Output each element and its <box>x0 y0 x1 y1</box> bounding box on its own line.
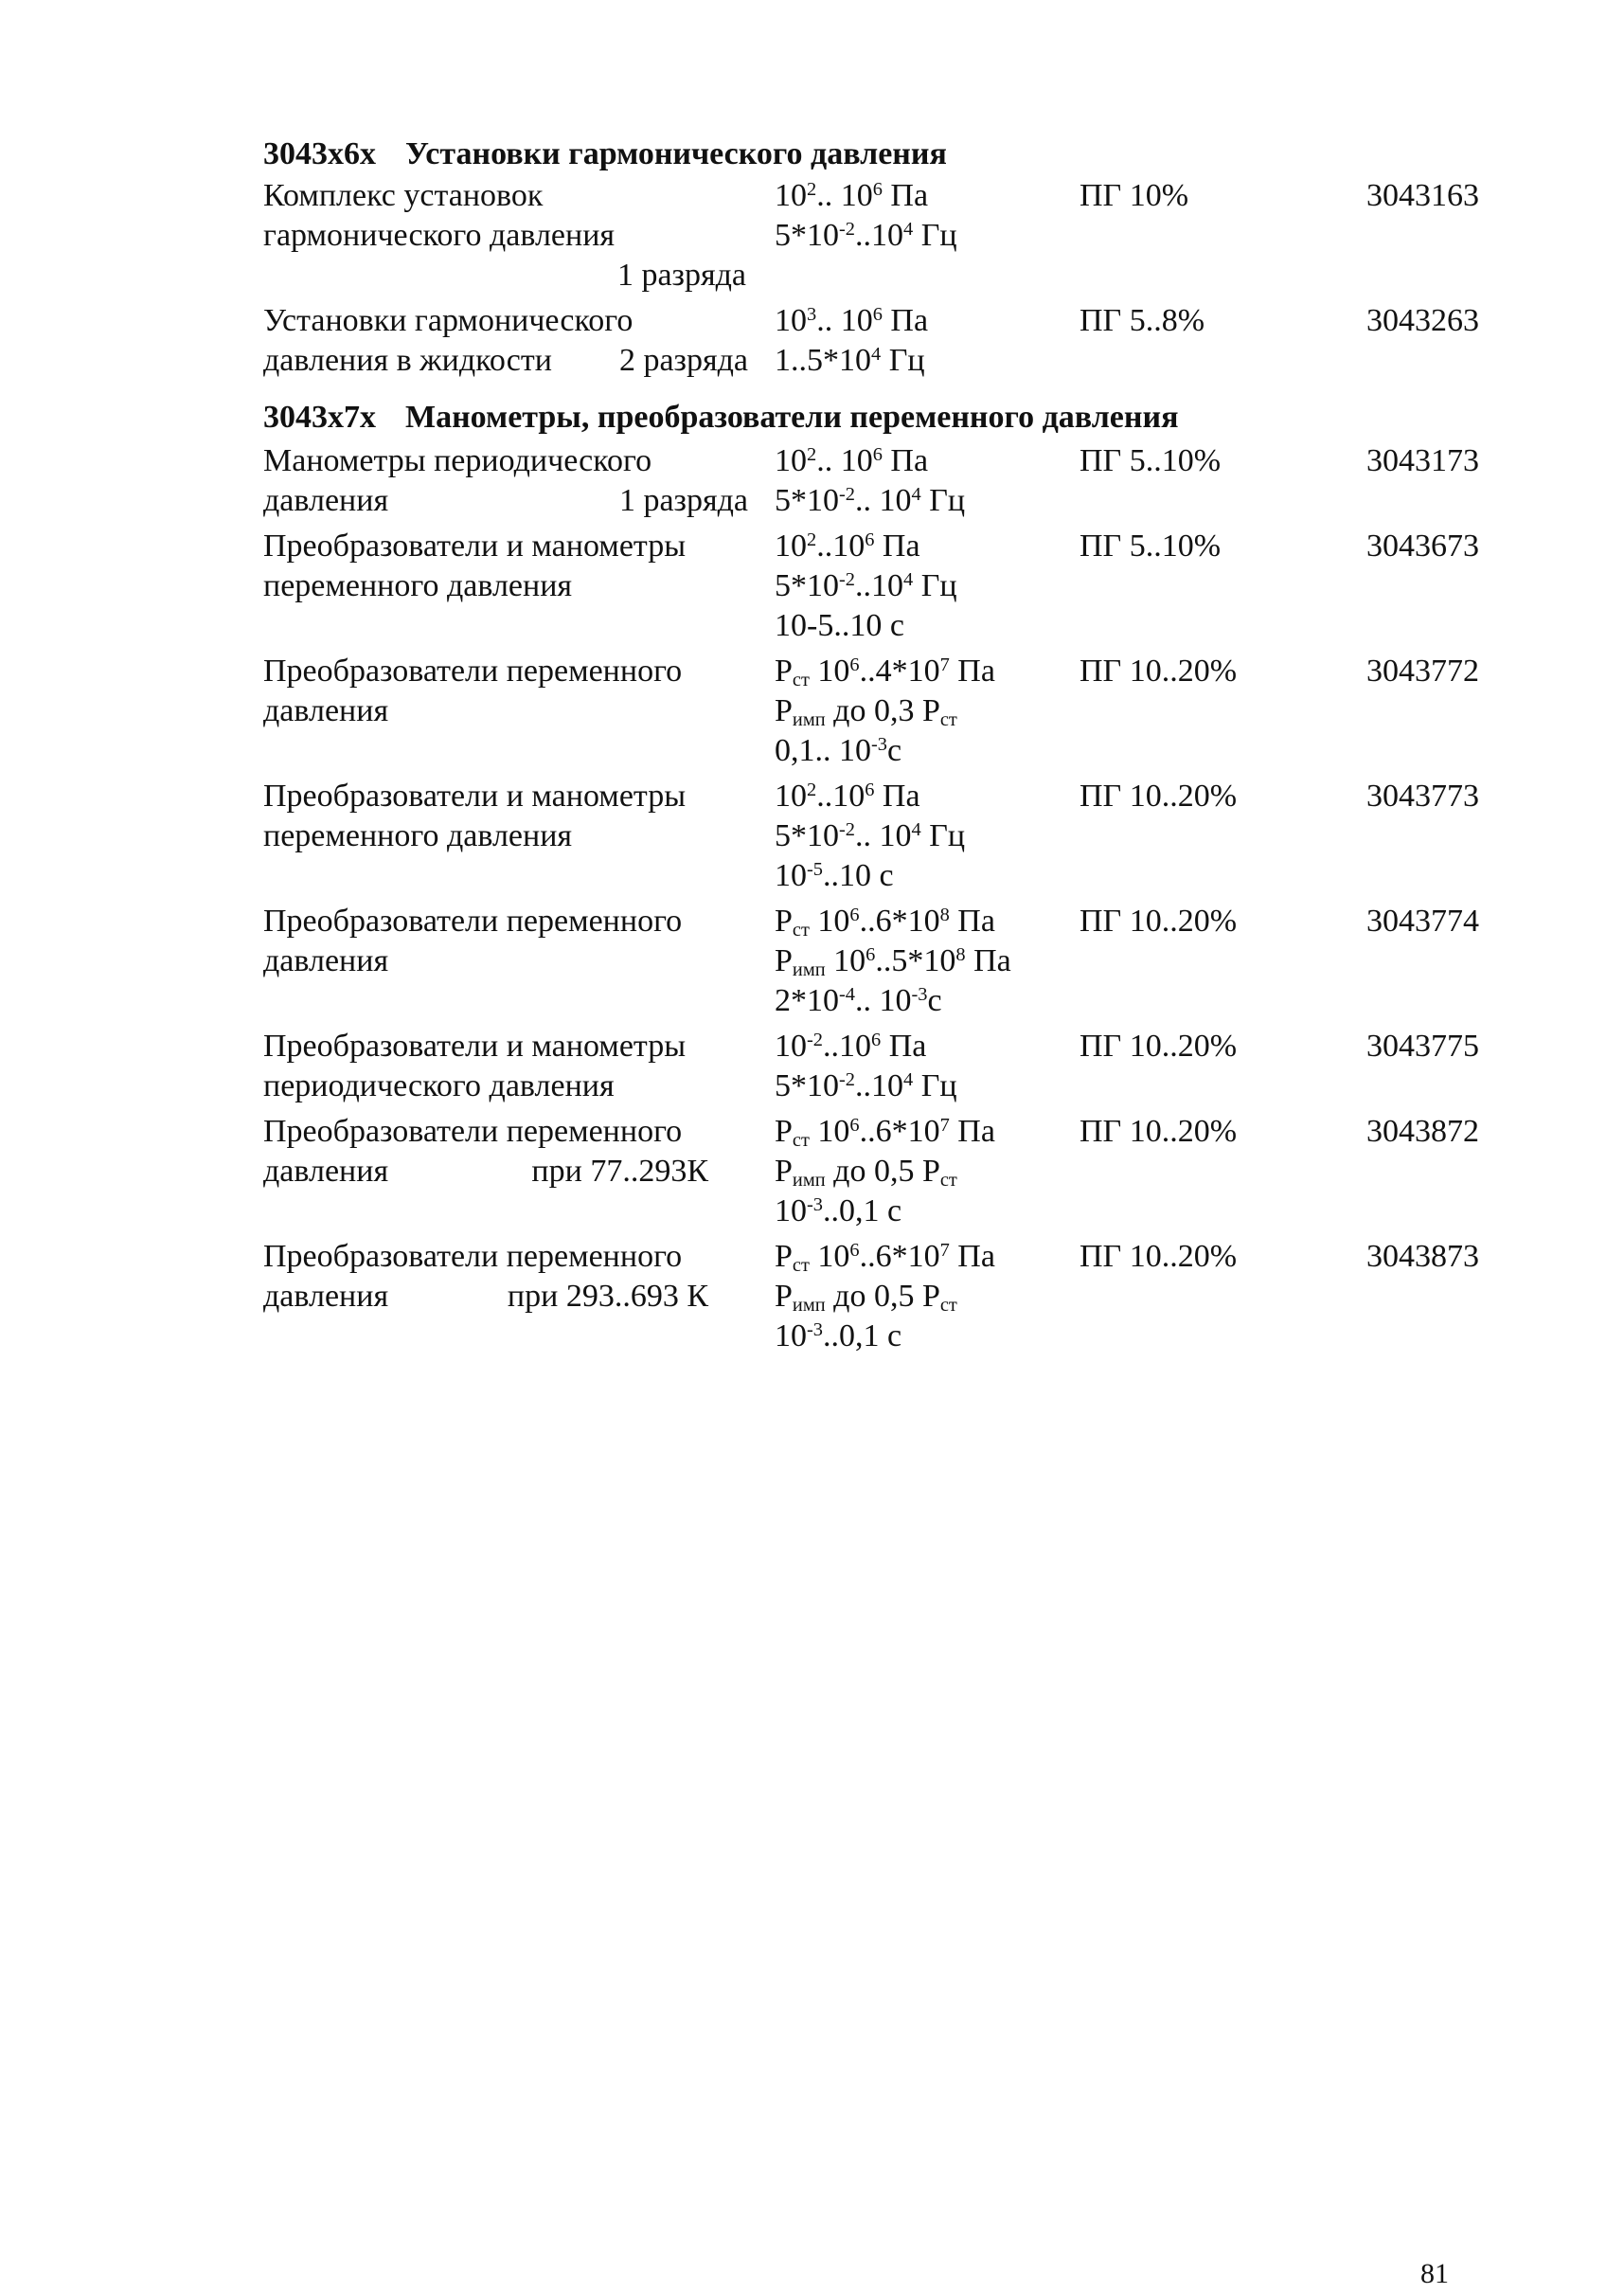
range-line: $10^2..10^6$ Па <box>775 529 920 564</box>
range-line: $5*10^{-2}..10^4$ Гц <box>775 218 957 253</box>
item-code: 3043872 <box>1366 1114 1479 1149</box>
item-range <box>775 902 1059 1021</box>
section-code: 3043x6x <box>263 136 376 171</box>
range-line: 0,1.. $10^{-3}с$ <box>775 733 902 768</box>
item-name-line: переменного давления <box>263 568 573 603</box>
item-range <box>775 1237 1059 1356</box>
item-code: 3043773 <box>1366 779 1479 814</box>
item-accuracy: ПГ 10..20% <box>1080 1029 1238 1064</box>
item-name-line: давления <box>263 693 389 728</box>
item-range <box>775 176 1059 256</box>
range-line: $10^3$.. $10^6$ Па <box>775 303 929 338</box>
item-name <box>263 301 775 381</box>
item-name-line: Преобразователи переменного <box>263 904 683 939</box>
item-name <box>263 1027 775 1106</box>
item-condition: при 77..293К <box>531 1154 708 1189</box>
item-name <box>263 527 775 606</box>
item-range <box>775 1112 1059 1231</box>
item-name-split <box>263 1152 708 1192</box>
item-name-line: периодического давления <box>263 1068 615 1103</box>
item-name-line: Преобразователи переменного <box>263 1239 683 1274</box>
range-line: $P_{ст}$ $10^6..6*10^7$ Па <box>775 1239 995 1277</box>
item-range <box>775 777 1059 896</box>
item-code: 3043873 <box>1366 1239 1479 1274</box>
item-name-line: Преобразователи и манометры <box>263 779 687 814</box>
item-name-line: давления <box>263 483 389 518</box>
item-name <box>263 176 775 296</box>
item-condition: при 293..693 К <box>507 1279 708 1314</box>
item-code: 3043163 <box>1366 178 1479 213</box>
item-accuracy: ПГ 10..20% <box>1080 1114 1238 1149</box>
range-line: $P_{ст}$ $10^6..6*10^8$ Па <box>775 904 995 941</box>
item-range <box>775 301 1059 381</box>
range-line: $P_{имп}$ до 0,5 $P_{ст}$ <box>775 1279 957 1317</box>
item-name-line: Преобразователи и манометры <box>263 1029 687 1064</box>
item-accuracy: ПГ 10..20% <box>1080 904 1238 939</box>
range-line: $1..5*10^4$ Гц <box>775 343 925 378</box>
range-line: $2*10^{-4}$.. $10^{-3}с$ <box>775 983 942 1018</box>
item-code: 3043772 <box>1366 654 1479 689</box>
item-name-line: Установки гармонического <box>263 303 634 338</box>
item-name <box>263 441 775 521</box>
item-code: 3043263 <box>1366 303 1479 338</box>
item-name-split <box>263 1277 708 1317</box>
item-name-line: Преобразователи и манометры <box>263 529 687 564</box>
item-range <box>775 527 1059 646</box>
section-heading <box>263 134 947 174</box>
item-accuracy: ПГ 10..20% <box>1080 654 1238 689</box>
range-line: $10^2..10^6$ Па <box>775 779 920 814</box>
item-name-line: давления <box>263 943 389 978</box>
section-heading <box>263 398 1178 438</box>
range-line: $5*10^{-2}..10^4$ Гц <box>775 1068 957 1103</box>
item-name <box>263 1112 775 1192</box>
item-accuracy: ПГ 5..10% <box>1080 529 1222 564</box>
section-code: 3043x7x <box>263 400 376 435</box>
item-name-line: давления в жидкости <box>263 343 552 378</box>
item-name <box>263 902 775 981</box>
range-line: $5*10^{-2}$.. $10^4$ Гц <box>775 818 966 853</box>
item-name-line: Манометры периодического <box>263 443 652 478</box>
range-line: $5*10^{-2}..10^4$ Гц <box>775 568 957 603</box>
item-code: 3043774 <box>1366 904 1479 939</box>
range-line: $5*10^{-2}$.. $10^4$ Гц <box>775 483 966 518</box>
item-name-line: давления <box>263 1154 389 1189</box>
item-name-line: переменного давления <box>263 818 573 853</box>
item-grade: 1 разряда <box>616 258 746 293</box>
item-name <box>263 777 775 856</box>
range-line: $10^{-3}..0,1$ с <box>775 1193 902 1228</box>
item-grade: 1 разряда <box>618 483 748 518</box>
item-code: 3043775 <box>1366 1029 1479 1064</box>
section-title: Манометры, преобразователи переменного давления <box>405 400 1179 435</box>
range-line: $P_{имп}$ $10^6..5*10^8$ Па <box>775 943 1011 981</box>
page-number: 81 <box>1420 2258 1449 2289</box>
item-name-line: давления <box>263 1279 389 1314</box>
range-line: 10-5..10 с <box>775 608 904 643</box>
item-name <box>263 652 775 731</box>
range-line: $10^{-2}..10^6$ Па <box>775 1029 927 1064</box>
range-line: $10^{-5}..10$ с <box>775 858 894 893</box>
item-name-line: Преобразователи переменного <box>263 1114 683 1149</box>
item-accuracy: ПГ 5..8% <box>1080 303 1205 338</box>
range-line: $P_{имп}$ до 0,3 $P_{ст}$ <box>775 693 957 731</box>
range-line: $10^2$.. $10^6$ Па <box>775 178 929 213</box>
item-range <box>775 441 1059 521</box>
item-accuracy: ПГ 10..20% <box>1080 779 1238 814</box>
range-line: $10^{-3}..0,1$ с <box>775 1318 902 1353</box>
item-range <box>775 652 1059 771</box>
item-name-split <box>263 341 748 381</box>
item-code: 3043173 <box>1366 443 1479 478</box>
range-line: $P_{имп}$ до 0,5 $P_{ст}$ <box>775 1154 957 1192</box>
range-line: $P_{ст}$ $10^6..6*10^7$ Па <box>775 1114 995 1152</box>
range-line: $10^2$.. $10^6$ Па <box>775 443 929 478</box>
item-range <box>775 1027 1059 1106</box>
item-accuracy: ПГ 10..20% <box>1080 1239 1238 1274</box>
range-line: $P_{ст}$ $10^6..4*10^7$ Па <box>775 654 995 691</box>
item-name-line: Преобразователи переменного <box>263 654 683 689</box>
item-grade: 2 разряда <box>618 343 748 378</box>
item-code: 3043673 <box>1366 529 1479 564</box>
item-accuracy: ПГ 5..10% <box>1080 443 1222 478</box>
item-name-line: Комплекс установок <box>263 178 544 213</box>
item-name-line: гармонического давления <box>263 218 616 253</box>
item-name <box>263 1237 775 1317</box>
item-accuracy: ПГ 10% <box>1080 178 1189 213</box>
section-title: Установки гармонического давления <box>405 136 947 171</box>
item-name-split <box>263 481 748 521</box>
